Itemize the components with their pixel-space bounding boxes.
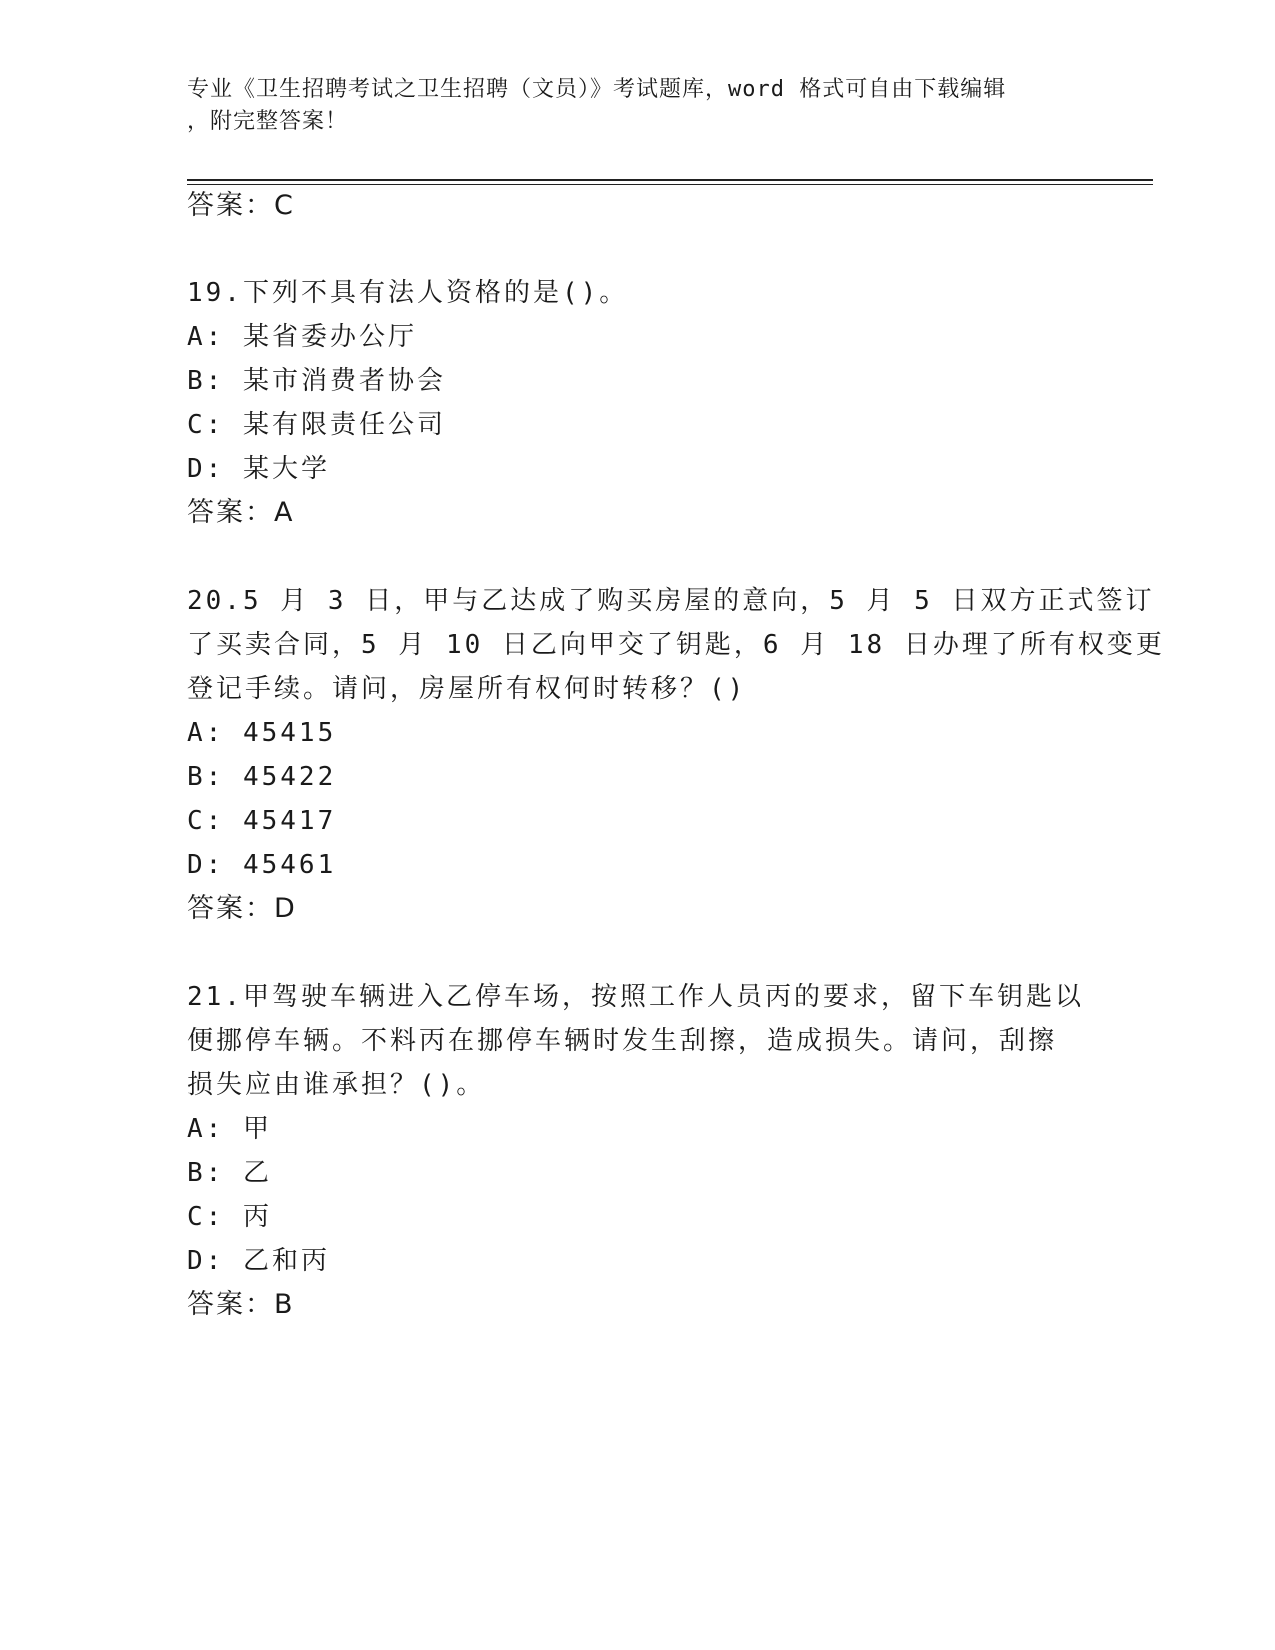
question-19-option-b: B: 某市消费者协会: [187, 366, 446, 396]
question-20-stem-line-1: 20.5 月 3 日，甲与乙达成了购买房屋的意向，5 月 5 日双方正式签订: [187, 586, 1155, 616]
question-21-answer: 答案：B: [187, 1289, 295, 1320]
question-20-stem-line-3: 登记手续。请问，房屋所有权何时转移？(): [187, 674, 747, 704]
document-header: [187, 74, 1087, 138]
question-21-stem-line-2: 便挪停车辆。不料丙在挪停车辆时发生刮擦，造成损失。请问，刮擦: [187, 1026, 1058, 1056]
question-20-option-d: D: 45461: [187, 850, 337, 880]
question-21-stem-line-1: 21.甲驾驶车辆进入乙停车场，按照工作人员丙的要求，留下车钥匙以: [187, 982, 1084, 1012]
question-20-option-a: A: 45415: [187, 718, 337, 748]
question-20-answer: 答案：D: [187, 893, 297, 924]
question-21-stem-line-3: 损失应由谁承担？()。: [187, 1070, 486, 1100]
question-20-option-c: C: 45417: [187, 806, 337, 836]
question-21-option-a: A: 甲: [187, 1114, 272, 1144]
header-divider-thin: [187, 184, 1153, 185]
question-19-stem-line-1: 19.下列不具有法人资格的是()。: [187, 278, 629, 308]
question-19-option-a: A: 某省委办公厅: [187, 322, 417, 352]
question-19-answer: 答案：A: [187, 497, 295, 528]
previous-answer: 答案：C: [187, 190, 295, 221]
question-21-option-b: B: 乙: [187, 1158, 272, 1188]
question-21-option-d: D: 乙和丙: [187, 1246, 330, 1276]
question-21-option-c: C: 丙: [187, 1202, 272, 1232]
header-divider-thick: [187, 179, 1153, 181]
question-19-option-d: D: 某大学: [187, 454, 330, 484]
question-20-stem-line-2: 了买卖合同，5 月 10 日乙向甲交了钥匙，6 月 18 日办理了所有权变更: [187, 630, 1165, 660]
question-19-option-c: C: 某有限责任公司: [187, 410, 446, 440]
header-line-2: ，附完整答案！: [187, 109, 349, 134]
question-20-option-b: B: 45422: [187, 762, 337, 792]
header-line-1: 专业《卫生招聘考试之卫生招聘（文员）》考试题库，word 格式可自由下载编辑: [187, 77, 1007, 102]
